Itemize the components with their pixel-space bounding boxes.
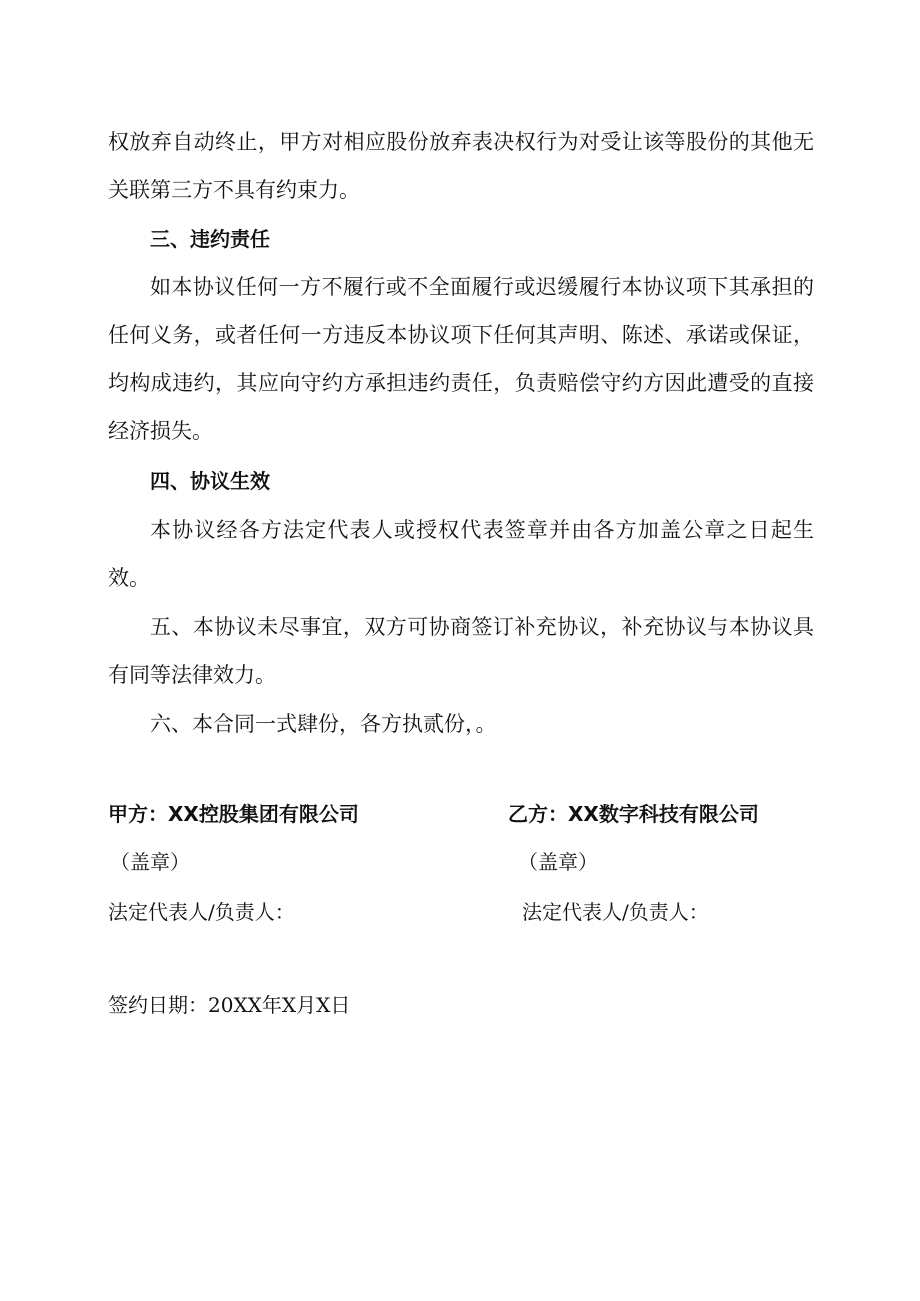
section-4-title: 四、协议生效 xyxy=(150,469,270,493)
party-b-name: 乙方：XX数字科技有限公司 xyxy=(508,802,759,826)
section-5-clause: 五、本协议未尽事宜，双方可协商签订补充协议，补充协议与本协议具有同等法律效力。 xyxy=(108,615,814,687)
party-a-name: 甲方：XX控股集团有限公司 xyxy=(108,802,359,826)
section-3-title: 三、违约责任 xyxy=(150,227,270,251)
signing-date: 签约日期：20XX年X月X日 xyxy=(108,993,351,1017)
party-b-seal: （盖章） xyxy=(518,850,598,874)
party-b-representative: 法定代表人/负责人： xyxy=(522,900,709,924)
section-3-body: 如本协议任何一方不履行或不全面履行或迟缓履行本协议项下其承担的任何义务，或者任何一方违反本协议项下任何其声明、陈述、承诺或保证，均构成违约，其应向守约方承担违约责任，负责赔偿守约方因此遭受的直接经济损失。 xyxy=(108,275,814,443)
paragraph-continuation: 权放弃自动终止，甲方对相应股份放弃表决权行为对受让该等股份的其他无关联第三方不具有约束力。 xyxy=(108,130,814,202)
section-6-clause: 六、本合同一式肆份，各方执贰份，。 xyxy=(150,712,497,736)
party-a-representative: 法定代表人/负责人： xyxy=(108,900,295,924)
section-4-body: 本协议经各方法定代表人或授权代表签章并由各方加盖公章之日起生效。 xyxy=(108,518,814,590)
party-a-seal: （盖章） xyxy=(110,850,190,874)
